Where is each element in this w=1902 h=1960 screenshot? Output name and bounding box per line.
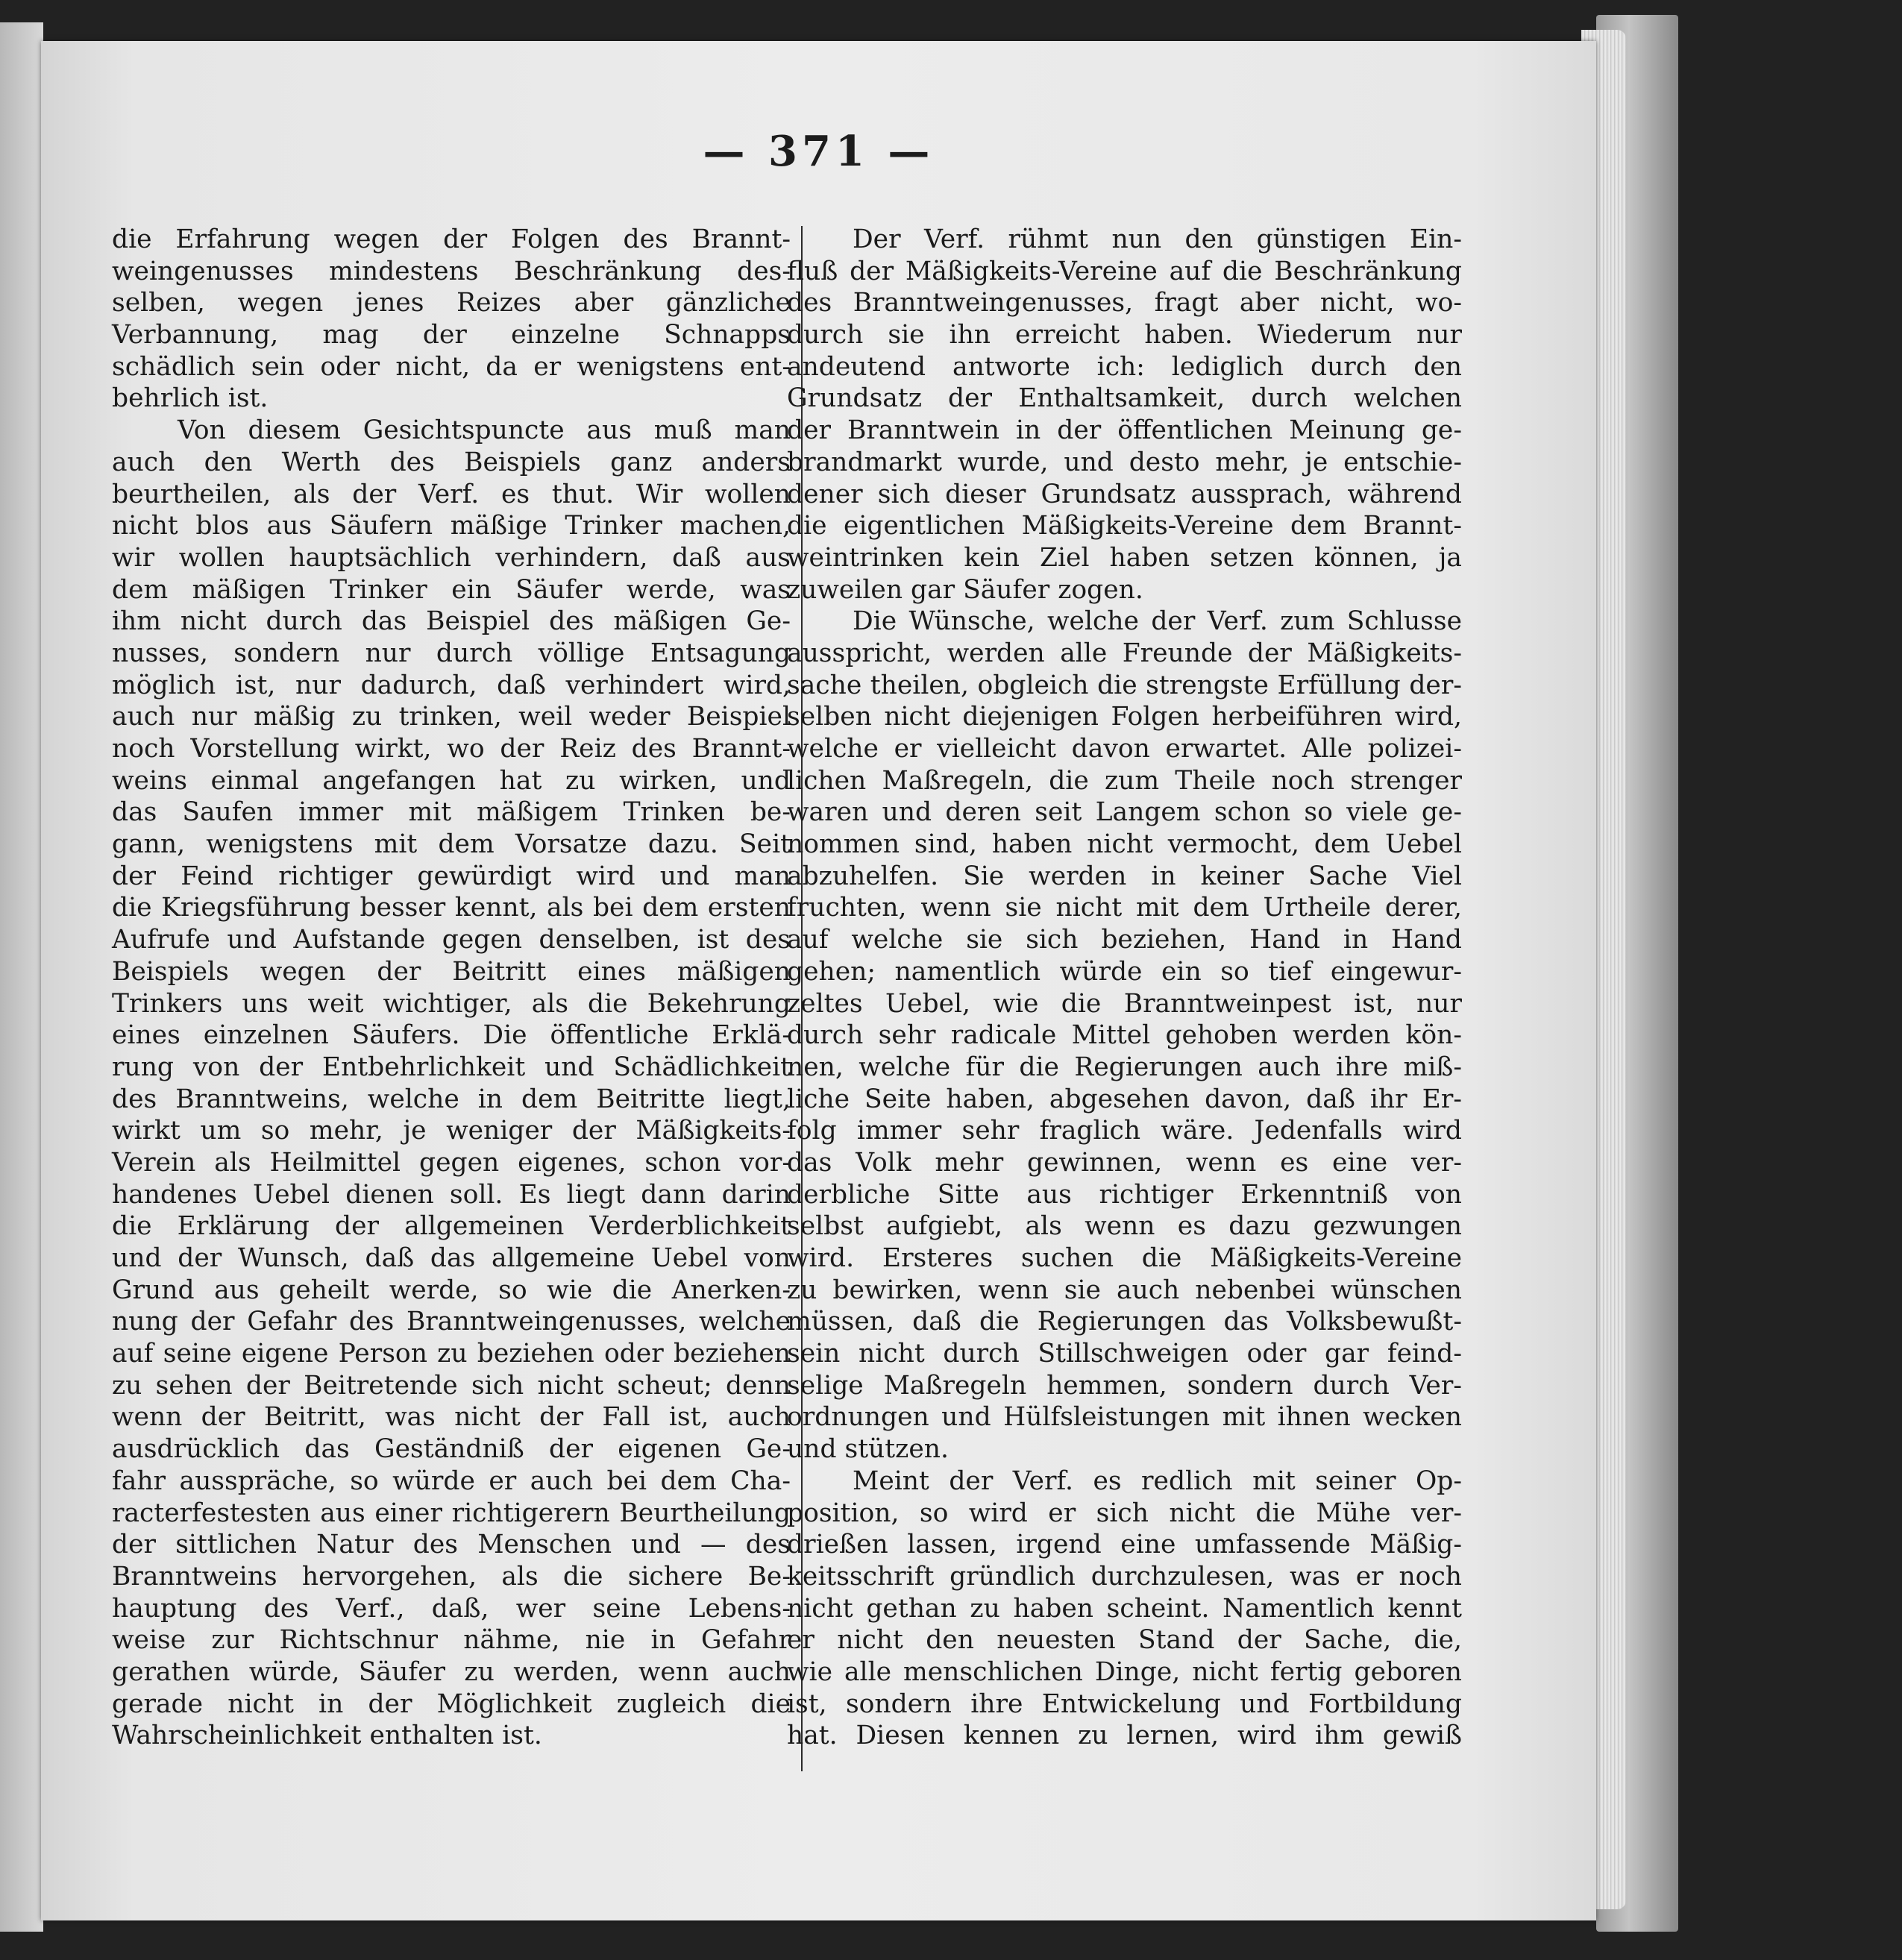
- text-line: ist, sondern ihre Entwickelung und Fortbildung: [787, 1689, 1462, 1719]
- text-line: das Volk mehr gewinnen, wenn es eine ver-: [787, 1147, 1462, 1178]
- text-line: durch sie ihn erreicht haben. Wiederum nur: [787, 320, 1462, 351]
- text-line: auf welche sie sich beziehen, Hand in Hand: [787, 925, 1462, 955]
- right-text-column: [787, 224, 1462, 1752]
- text-line: des Branntweingenusses, fragt aber nicht, wo-: [787, 288, 1462, 318]
- text-line: müssen, daß die Regierungen das Volksbewußt-: [787, 1307, 1462, 1337]
- text-line: er nicht den neuesten Stand der Sache, die,: [787, 1625, 1462, 1656]
- text-line: weins einmal angefangen hat zu wirken, und: [112, 765, 791, 796]
- text-line: und stützen.: [787, 1434, 949, 1465]
- text-line: fahr ausspräche, so würde er auch bei dem Cha-: [112, 1466, 791, 1496]
- text-line: Grund aus geheilt werde, so wie die Anerken-: [112, 1275, 791, 1305]
- text-line: beurtheilen, als der Verf. es thut. Wir wollen: [112, 479, 791, 509]
- text-line: zeltes Uebel, wie die Branntweinpest ist, nur: [787, 988, 1462, 1019]
- text-line: gann, wenigstens mit dem Vorsatze dazu. Seit: [112, 829, 791, 860]
- text-line: wir wollen hauptsächlich verhindern, daß aus: [112, 542, 791, 573]
- text-line: gehen; namentlich würde ein so tief eingewur-: [787, 956, 1462, 987]
- text-line: folg immer sehr fraglich wäre. Jedenfalls wird: [787, 1116, 1462, 1146]
- text-line: ausdrücklich das Geständniß der eigenen Ge-: [112, 1434, 791, 1465]
- text-line: nicht blos aus Säufern mäßige Trinker machen,: [112, 511, 791, 541]
- text-line: welche er vielleicht davon erwartet. Alle polizei-: [787, 734, 1462, 764]
- text-line: selbst aufgiebt, als wenn es dazu gezwungen: [787, 1211, 1462, 1242]
- text-line: sein nicht durch Stillschweigen oder gar feind-: [787, 1339, 1462, 1369]
- text-line: Beispiels wegen der Beitritt eines mäßigen: [112, 956, 791, 987]
- text-line: durch sehr radicale Mittel gehoben werden kön-: [787, 1020, 1462, 1051]
- text-line: Von diesem Gesichtspuncte aus muß man: [178, 415, 791, 446]
- text-line: weise zur Richtschnur nähme, nie in Gefahr: [112, 1625, 791, 1656]
- text-line: zu bewirken, wenn sie auch nebenbei wünschen: [787, 1275, 1462, 1305]
- text-line: Aufrufe und Aufstande gegen denselben, ist des: [112, 925, 791, 955]
- text-line: racterfestesten aus einer richtigerern Beurtheilung: [112, 1498, 791, 1528]
- text-line: nusses, sondern nur durch völlige Entsagung: [112, 638, 791, 668]
- text-line: selben nicht diejenigen Folgen herbeiführen wird,: [787, 702, 1462, 732]
- text-line: liche Seite haben, abgesehen davon, daß ihr Er-: [787, 1084, 1462, 1114]
- text-line: Die Wünsche, welche der Verf. zum Schlusse: [853, 606, 1462, 637]
- text-line: wenn der Beitritt, was nicht der Fall ist, auch: [112, 1402, 791, 1433]
- text-line: Verein als Heilmittel gegen eigenes, schon vor-: [112, 1147, 791, 1178]
- text-line: selige Maßregeln hemmen, sondern durch Ver-: [787, 1370, 1462, 1401]
- text-line: Verbannung, mag der einzelne Schnapps: [112, 320, 791, 351]
- facing-page-edge: [0, 22, 43, 1932]
- text-line: die eigentlichen Mäßigkeits-Vereine dem Brannt-: [787, 511, 1462, 541]
- text-line: abzuhelfen. Sie werden in keiner Sache Viel: [787, 861, 1462, 891]
- text-line: ausspricht, werden alle Freunde der Mäßigkeits-: [787, 638, 1462, 668]
- text-line: dener sich dieser Grundsatz aussprach, während: [787, 479, 1462, 509]
- text-line: dem mäßigen Trinker ein Säufer werde, was: [112, 574, 791, 605]
- text-line: möglich ist, nur dadurch, daß verhindert wird,: [112, 670, 791, 700]
- text-line: ihm nicht durch das Beispiel des mäßigen Ge-: [112, 606, 791, 637]
- text-line: wirkt um so mehr, je weniger der Mäßigkeits-: [112, 1116, 791, 1146]
- text-line: keitsschrift gründlich durchzulesen, was er noch: [787, 1561, 1462, 1592]
- text-line: selben, wegen jenes Reizes aber gänzliche: [112, 288, 791, 318]
- text-line: zu sehen der Beitretende sich nicht scheut; denn: [112, 1370, 791, 1401]
- text-line: Branntweins hervorgehen, als die sichere Be-: [112, 1561, 791, 1592]
- text-line: der Branntwein in der öffentlichen Meinung ge-: [787, 415, 1462, 446]
- text-line: hat. Diesen kennen zu lernen, wird ihm gewiß: [787, 1721, 1462, 1751]
- text-line: Meint der Verf. es redlich mit seiner Op-: [853, 1466, 1462, 1496]
- text-line: nung der Gefahr des Branntweingenusses, welche: [112, 1307, 791, 1337]
- text-line: eines einzelnen Säufers. Die öffentliche Erklä-: [112, 1020, 791, 1051]
- text-line: gerade nicht in der Möglichkeit zugleich die: [112, 1689, 791, 1719]
- text-line: handenes Uebel dienen soll. Es liegt dann darin: [112, 1179, 791, 1210]
- text-line: die Kriegsführung besser kennt, als bei dem ersten: [112, 893, 791, 923]
- page-number: — 371 —: [703, 127, 935, 176]
- text-line: derbliche Sitte aus richtiger Erkenntniß von: [787, 1179, 1462, 1210]
- text-line: auch nur mäßig zu trinken, weil weder Beispiel: [112, 702, 791, 732]
- text-line: Der Verf. rühmt nun den günstigen Ein-: [853, 224, 1462, 254]
- text-line: wird. Ersteres suchen die Mäßigkeits-Vereine: [787, 1243, 1462, 1273]
- text-line: wie alle menschlichen Dinge, nicht fertig geboren: [787, 1656, 1462, 1687]
- text-line: brandmarkt wurde, und desto mehr, je entschie-: [787, 447, 1462, 477]
- text-line: schädlich sein oder nicht, da er wenigstens ent-: [112, 351, 791, 382]
- text-line: fruchten, wenn sie nicht mit dem Urtheile derer,: [787, 893, 1462, 923]
- text-line: lichen Maßregeln, die zum Theile noch strenger: [787, 765, 1462, 796]
- text-line: der sittlichen Natur des Menschen und — des: [112, 1530, 791, 1560]
- text-line: andeutend antworte ich: lediglich durch den: [787, 351, 1462, 382]
- text-line: fluß der Mäßigkeits-Vereine auf die Beschränkung: [787, 256, 1462, 286]
- text-line: der Feind richtiger gewürdigt wird und man: [112, 861, 791, 891]
- text-line: die Erklärung der allgemeinen Verderblichkeit: [112, 1211, 791, 1242]
- text-line: zuweilen gar Säufer zogen.: [787, 574, 1143, 605]
- text-line: drießen lassen, irgend eine umfassende Mäßig-: [787, 1530, 1462, 1560]
- text-line: rung von der Entbehrlichkeit und Schädlichkeit: [112, 1052, 791, 1082]
- text-line: Grundsatz der Enthaltsamkeit, durch welchen: [787, 383, 1462, 414]
- text-line: auf seine eigene Person zu beziehen oder beziehen: [112, 1339, 791, 1369]
- text-line: gerathen würde, Säufer zu werden, wenn auch: [112, 1656, 791, 1687]
- text-line: nen, welche für die Regierungen auch ihre miß-: [787, 1052, 1462, 1082]
- text-line: weingenusses mindestens Beschränkung des-: [112, 256, 791, 286]
- left-text-column: [112, 224, 791, 1752]
- text-line: ordnungen und Hülfsleistungen mit ihnen wecken: [787, 1402, 1462, 1433]
- text-line: des Branntweins, welche in dem Beitritte liegt,: [112, 1084, 791, 1114]
- text-line: Trinkers uns weit wichtiger, als die Bekehrung: [112, 988, 791, 1019]
- text-line: noch Vorstellung wirkt, wo der Reiz des Brannt-: [112, 734, 791, 764]
- text-line: hauptung des Verf., daß, wer seine Lebens-: [112, 1593, 791, 1624]
- text-line: sache theilen, obgleich die strengste Erfüllung der-: [787, 670, 1462, 700]
- text-line: behrlich ist.: [112, 383, 269, 414]
- text-line: position, so wird er sich nicht die Mühe ver-: [787, 1498, 1462, 1528]
- text-line: und der Wunsch, daß das allgemeine Uebel von: [112, 1243, 791, 1273]
- text-line: die Erfahrung wegen der Folgen des Brannt-: [112, 224, 791, 254]
- text-line: nommen sind, haben nicht vermocht, dem Uebel: [787, 829, 1462, 860]
- text-line: das Saufen immer mit mäßigem Trinken be-: [112, 797, 791, 828]
- text-line: nicht gethan zu haben scheint. Namentlich kennt: [787, 1593, 1462, 1624]
- text-line: Wahrscheinlichkeit enthalten ist.: [112, 1721, 542, 1751]
- text-line: weintrinken kein Ziel haben setzen können, ja: [787, 542, 1462, 573]
- book-page: [41, 41, 1596, 1920]
- text-line: waren und deren seit Langem schon so viele ge-: [787, 797, 1462, 828]
- text-line: auch den Werth des Beispiels ganz anders: [112, 447, 791, 477]
